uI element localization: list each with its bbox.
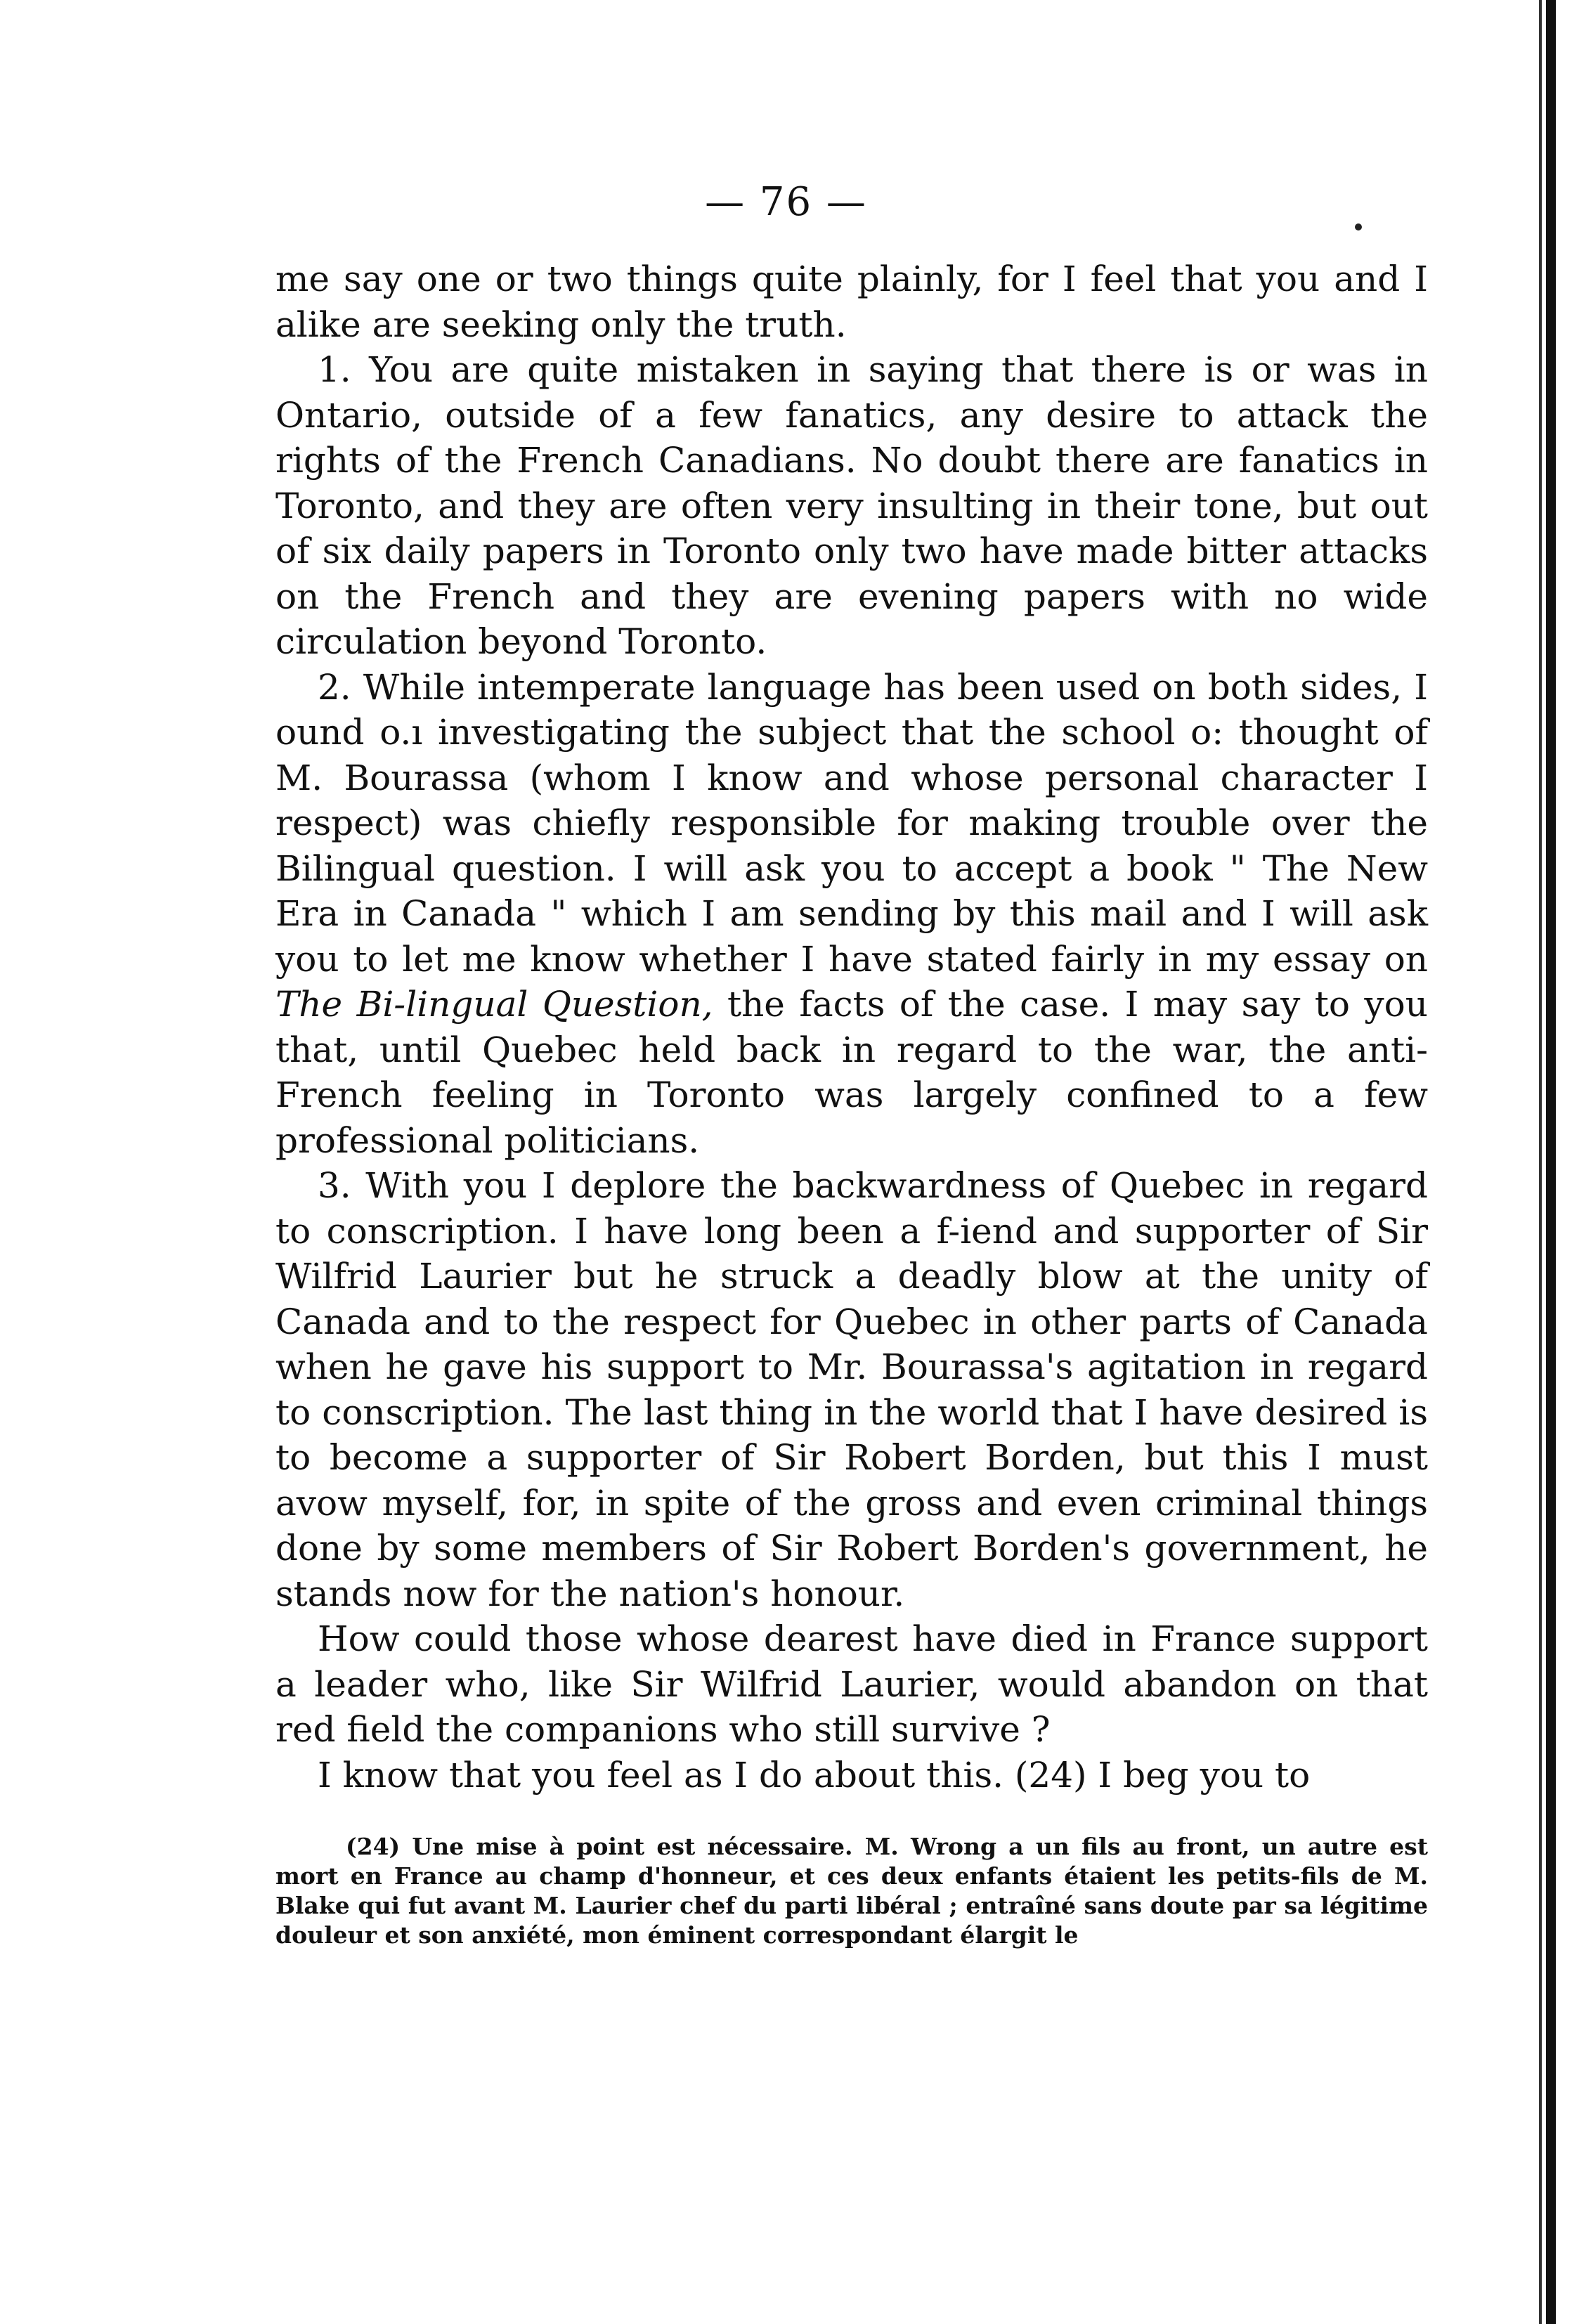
- page-number: — 76 —: [705, 179, 867, 225]
- paragraph: I know that you feel as I do about this. (24) I beg you to: [318, 1754, 1311, 1796]
- book-title-italic: The Bi-lingual Question,: [275, 984, 713, 1025]
- paragraph-text: the facts of the case. I may say to you that, until Quebec held back in regard to the war, the anti-French feeling in Toronto was largely confined to a few professional politicians.: [275, 984, 1428, 1161]
- paragraph: 3. With you I deplore the backwardness of Quebec in regard to conscription. I have long been a f-iend and supporter of Sir Wilfrid Laurier but he struck a deadly blow at the unity of Canada and to the respect for Quebec in other parts of Canada when he gave his support to Mr. Bourassa's agitation in regard to conscription. The last thing in the world that I have desired is to become a supporter of Sir Robert Borden, but this I must avow myself, for, in spite of the gross and even criminal things done by some members of Sir Robert Borden's government, he stands now for the nation's honour.: [275, 1165, 1428, 1614]
- paragraph-text: 2. While intemperate language has been used on both sides, I ound o.ı investigating the subject that the school o: thought of M. Bourassa (whom I know and whose personal character I respect) was chiefly responsible for making trouble over the Bilingual question. I will ask you to accept a book " The New Era in Canada " which I am sending by this mail and I will ask you to let me know whether I have stated fairly in my essay on: [275, 666, 1428, 980]
- footnote: (24) Une mise à point est nécessaire. M. Wrong a un fils au front, un autre est mort en France au champ d'honneur, et ces deux enfants étaient les petits-fils de M. Blake qui fut avant M. Laurier chef du parti libéral ; entraîné sans doute par sa légitime douleur et son anxiété, mon éminent correspondant élargit le: [275, 1833, 1428, 1949]
- page-edge-border: [1546, 0, 1556, 2324]
- page-edge-shadow: [1539, 0, 1542, 2324]
- paragraph: How could those whose dearest have died in France support a leader who, like Sir Wilfrid Laurier, would abandon on that red field the companions who still survive ?: [275, 1618, 1428, 1750]
- body-text: [275, 257, 1428, 1798]
- paragraph: [275, 665, 1428, 1164]
- paragraph: 1. You are quite mistaken in saying that there is or was in Ontario, outside of a few fanatics, any desire to attack the rights of the French Canadians. No doubt there are fanatics in Toronto, and they are often very insulting in their tone, but out of six daily papers in Toronto only two have made bitter attacks on the French and they are evening papers with no wide circulation beyond Toronto.: [275, 349, 1428, 662]
- paragraph: me say one or two things quite plainly, for I feel that you and I alike are seeking only the truth.: [275, 259, 1428, 345]
